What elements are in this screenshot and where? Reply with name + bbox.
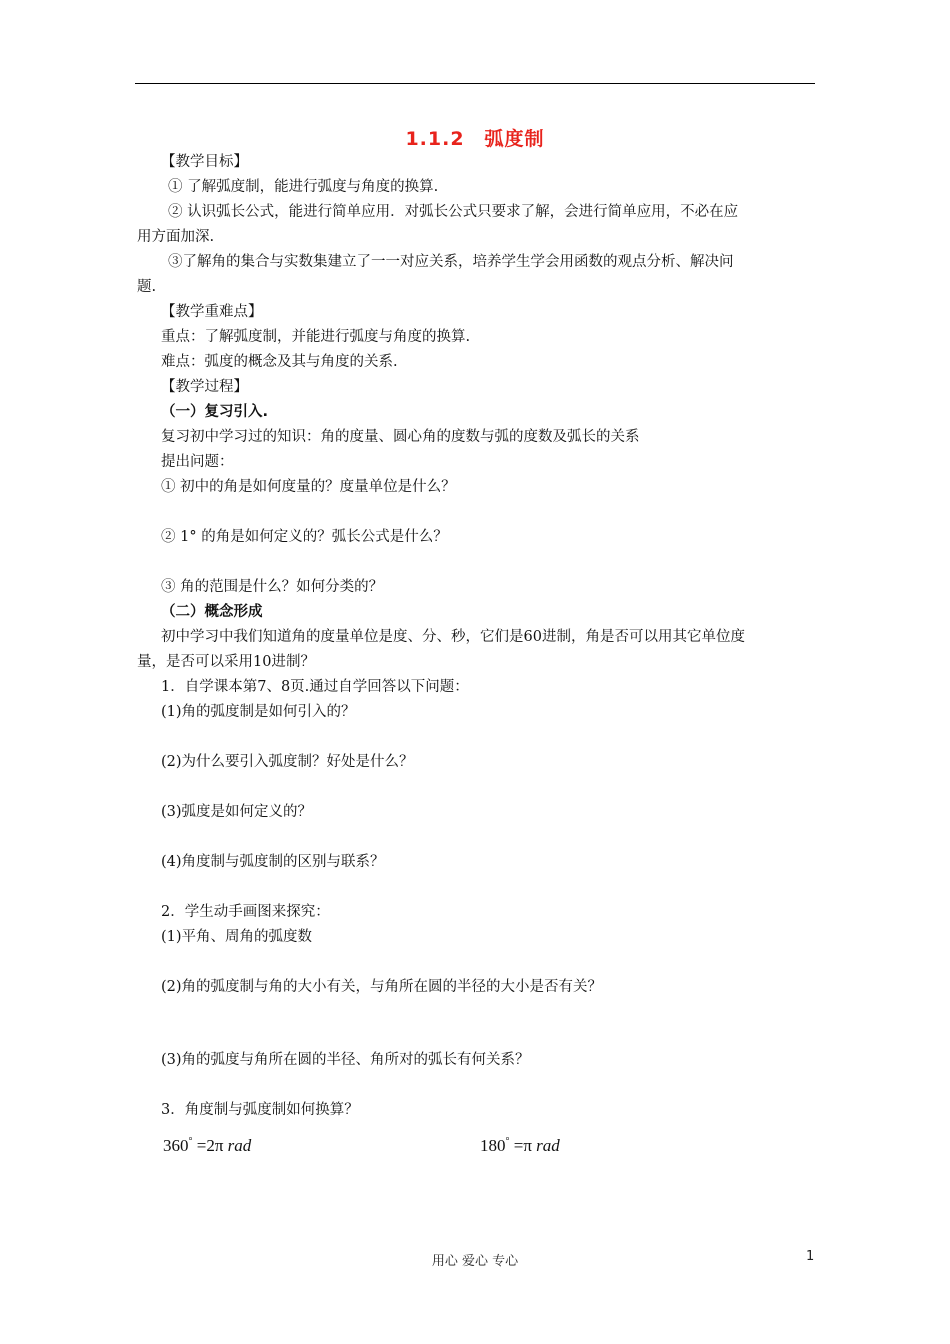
formula-180-equals: =π [509, 1136, 537, 1155]
section-1-heading: （一）复习引入. [161, 404, 269, 420]
key-point: 重点：了解弧度制，并能进行弧度与角度的换算. [161, 329, 471, 345]
formula-360-unit: rad [227, 1136, 252, 1155]
step-2-question-1: (1)平角、周角的弧度数 [161, 929, 313, 945]
formula-360-equals: =2π [192, 1136, 228, 1155]
formula-360-number: 360 [163, 1136, 189, 1155]
step-1: 1．自学课本第7、8页.通过自学回答以下问题： [161, 679, 469, 695]
key-header: 【教学重难点】 [161, 304, 263, 320]
goal-item-3-cont: 题. [137, 279, 157, 295]
goal-item-2: ② 认识弧长公式，能进行简单应用．对弧长公式只要求了解，会进行简单应用，不必在应 [168, 204, 739, 220]
question-3: ③ 角的范围是什么？如何分类的？ [161, 579, 384, 595]
section-2-heading: （二）概念形成 [161, 604, 263, 620]
review-text: 复习初中学习过的知识：角的度量、圆心角的度数与弧的度数及弧长的关系 [161, 429, 640, 445]
intro-text: 初中学习中我们知道角的度量单位是度、分、秒，它们是60进制，角是否可以用其它单位度 [161, 629, 745, 645]
question-2: ② 1° 的角是如何定义的？弧长公式是什么？ [161, 529, 448, 545]
page-title: 1.1.2 弧度制 [405, 128, 545, 150]
goal-item-1: ① 了解弧度制，能进行弧度与角度的换算. [168, 179, 439, 195]
formula-180-unit: rad [536, 1136, 560, 1155]
formula-180 [480, 1136, 560, 1156]
page-number: 1 [806, 1249, 815, 1264]
formula-180-number: 180 [480, 1136, 506, 1155]
goal-header: 【教学目标】 [161, 154, 248, 170]
step-2-question-2: (2)角的弧度制与角的大小有关，与角所在圆的半径的大小是否有关？ [161, 979, 603, 995]
header-rule [135, 83, 815, 84]
goal-item-3: ③了解角的集合与实数集建立了一一对应关系，培养学生学会用函数的观点分析、解决问 [168, 254, 734, 270]
footer-slogan: 用心 爱心 专心 [431, 1254, 519, 1269]
step-2-question-3: (3)角的弧度与角所在圆的半径、角所对的弧长有何关系？ [161, 1052, 530, 1068]
question-1: ① 初中的角是如何度量的？度量单位是什么？ [161, 479, 456, 495]
step-3: 3．角度制与弧度制如何换算？ [161, 1102, 359, 1118]
step-2: 2．学生动手画图来探究： [161, 904, 330, 920]
step-1-question-4: (4)角度制与弧度制的区别与联系？ [161, 854, 385, 870]
intro-text-cont: 量，是否可以采用10进制？ [137, 654, 315, 670]
step-1-question-2: (2)为什么要引入弧度制？好处是什么？ [161, 754, 414, 770]
difficult-point: 难点：弧度的概念及其与角度的关系. [161, 354, 398, 370]
step-1-question-3: (3)弧度是如何定义的？ [161, 804, 313, 820]
step-1-question-1: (1)角的弧度制是如何引入的？ [161, 704, 356, 720]
degree-symbol: ° [188, 1136, 193, 1147]
goal-item-2-cont: 用方面加深. [137, 229, 215, 245]
process-header: 【教学过程】 [161, 379, 248, 395]
ask-text: 提出问题： [161, 454, 234, 470]
degree-symbol: ° [505, 1136, 510, 1147]
formula-360 [163, 1136, 251, 1156]
